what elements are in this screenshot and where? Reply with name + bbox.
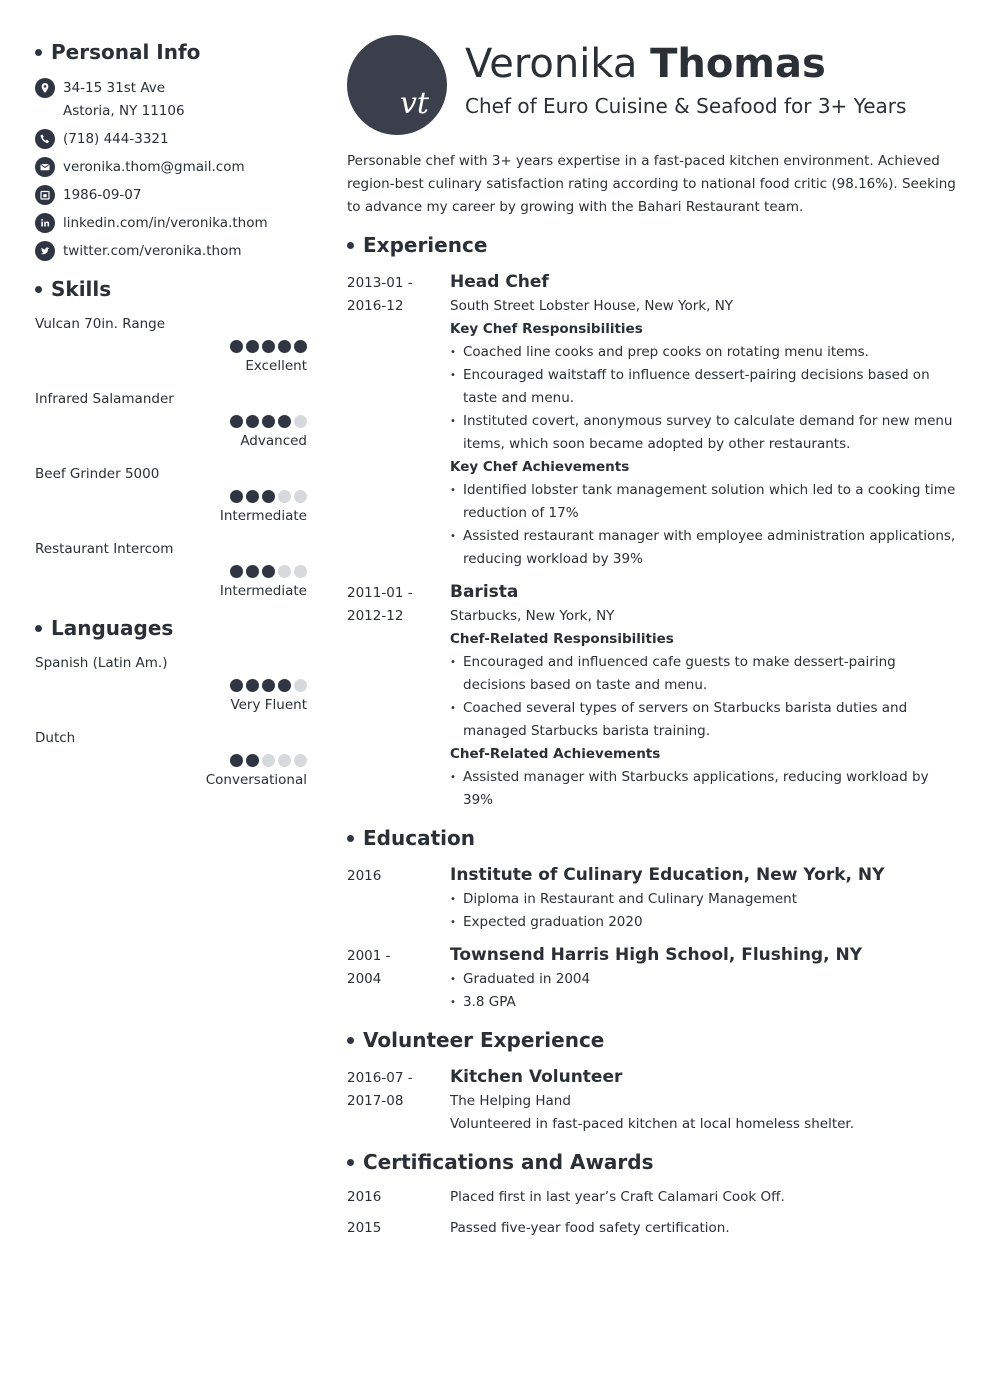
job-entry xyxy=(347,269,959,571)
list-item: • Identified lobster tank management solution which led to a cooking time reduction of 17% xyxy=(450,482,956,521)
address-line1: 34-15 31st Ave xyxy=(63,80,166,96)
job-title: Chef of Euro Cuisine & Seafood for 3+ Years xyxy=(465,94,907,118)
language-name: Spanish (Latin Am.) xyxy=(35,655,168,671)
languages-list xyxy=(35,652,307,791)
location-pin-icon xyxy=(35,78,55,98)
language-item xyxy=(35,652,307,716)
bullet-dot xyxy=(347,835,354,842)
rating-dot-filled xyxy=(246,490,259,503)
rating-dot-filled xyxy=(246,679,259,692)
birthdate xyxy=(35,184,307,207)
skills-list xyxy=(35,313,307,602)
school-name: Townsend Harris High School, Flushing, NY xyxy=(450,945,863,965)
job-company: Starbucks, New York, NY xyxy=(450,608,615,624)
skill-item xyxy=(35,463,307,527)
volunteer-dates: 2016-07 - 2017-08 xyxy=(347,1070,413,1109)
responsibilities-heading: Chef-Related Responsibilities xyxy=(450,631,674,647)
bullet-dot xyxy=(347,1037,354,1044)
rating-dot-filled xyxy=(278,679,291,692)
rating-dot-filled xyxy=(246,415,259,428)
skill-name: Vulcan 70in. Range xyxy=(35,316,166,332)
resume-header xyxy=(347,35,959,135)
skill-item xyxy=(35,313,307,377)
list-item: • Encouraged waitstaff to influence dessert-pairing decisions based on taste and menu. xyxy=(450,367,930,406)
rating-dot-filled xyxy=(230,679,243,692)
rating-dot-filled xyxy=(246,565,259,578)
rating-dot-empty xyxy=(294,679,307,692)
rating-dot-empty xyxy=(278,565,291,578)
birthdate-value: 1986-09-07 xyxy=(63,187,142,203)
rating-dot-filled xyxy=(262,565,275,578)
email-address[interactable]: veronika.thom@gmail.com xyxy=(63,159,245,175)
phone-number[interactable]: (718) 444-3321 xyxy=(63,131,169,147)
job-entry xyxy=(347,579,959,812)
job-title: Barista xyxy=(450,582,519,602)
language-rating xyxy=(35,679,307,692)
address-line2: Astoria, NY 11106 xyxy=(63,103,185,119)
skill-level: Excellent xyxy=(245,358,307,374)
languages-heading: Languages xyxy=(35,614,307,642)
achievements-heading: Key Chef Achievements xyxy=(450,459,630,475)
rating-dot-empty xyxy=(294,565,307,578)
skill-name: Beef Grinder 5000 xyxy=(35,466,160,482)
twitter xyxy=(35,240,307,263)
achievements-heading: Chef-Related Achievements xyxy=(450,746,661,762)
skill-item xyxy=(35,538,307,602)
bullet-dot xyxy=(35,49,42,56)
skill-name: Restaurant Intercom xyxy=(35,541,174,557)
bullet-dot xyxy=(35,286,42,293)
rating-dot-filled xyxy=(262,415,275,428)
list-item: • Expected graduation 2020 xyxy=(450,914,643,930)
volunteer-org: The Helping Hand xyxy=(450,1093,571,1109)
linkedin xyxy=(35,212,307,235)
job-company: South Street Lobster House, New York, NY xyxy=(450,298,734,314)
bullet-dot xyxy=(35,625,42,632)
list-item: • Graduated in 2004 xyxy=(450,971,591,987)
contact-list xyxy=(35,77,307,263)
list-item: • Encouraged and influenced cafe guests to make dessert-pairing decisions based on taste and menu. xyxy=(450,654,896,693)
rating-dot-filled xyxy=(262,679,275,692)
list-item: • Diploma in Restaurant and Culinary Management xyxy=(450,891,797,907)
rating-dot-empty xyxy=(262,754,275,767)
twitter-url[interactable]: twitter.com/veronika.thom xyxy=(63,243,242,259)
rating-dot-filled xyxy=(262,340,275,353)
list-item: • Coached line cooks and prep cooks on rotating menu items. xyxy=(450,344,869,360)
name-block xyxy=(465,39,906,121)
full-name xyxy=(465,39,906,89)
certifications-section xyxy=(347,1148,959,1240)
education-dates: 2001 - 2004 xyxy=(347,948,391,987)
job-dates: 2011-01 - 2012-12 xyxy=(347,585,413,624)
rating-dot-filled xyxy=(230,565,243,578)
skill-rating xyxy=(35,340,307,353)
job-dates: 2013-01 - 2016-12 xyxy=(347,275,413,314)
rating-dot-empty xyxy=(294,490,307,503)
certification-year: 2016 xyxy=(347,1189,382,1205)
first-name: Veronika xyxy=(465,41,638,87)
rating-dot-empty xyxy=(278,754,291,767)
list-item: • Instituted covert, anonymous survey to calculate demand for new menu items, which soon became adopted by other restaurants. xyxy=(450,413,953,452)
monogram-initials: vt xyxy=(399,86,429,121)
education-entry xyxy=(347,942,959,1014)
skill-rating xyxy=(35,415,307,428)
certification-item xyxy=(347,1186,959,1209)
monogram-avatar xyxy=(347,35,447,135)
school-name: Institute of Culinary Education, New York, NY xyxy=(450,865,885,885)
rating-dot-empty xyxy=(294,415,307,428)
address xyxy=(35,77,307,123)
languages-section xyxy=(35,614,307,791)
volunteer-entry xyxy=(347,1064,959,1136)
right-column xyxy=(347,35,959,1248)
skill-level: Intermediate xyxy=(219,583,307,599)
education-dates: 2016 xyxy=(347,868,382,884)
education-section xyxy=(347,824,959,1014)
summary: Personable chef with 3+ years expertise in a fast-paced kitchen environment. Achieved region-best culinary satisfaction rating according to national food critic (98.16%). Seeking to advance my career by growing with the Bahari Restaurant team. xyxy=(347,153,956,215)
experience-heading: Experience xyxy=(347,231,959,259)
skill-level: Advanced xyxy=(240,433,307,449)
volunteer-heading: Volunteer Experience xyxy=(347,1026,959,1054)
rating-dot-empty xyxy=(294,754,307,767)
language-item xyxy=(35,727,307,791)
personal-info-heading: Personal Info xyxy=(35,38,307,66)
language-level: Conversational xyxy=(205,772,307,788)
certification-text: Placed first in last year’s Craft Calamari Cook Off. xyxy=(450,1189,785,1205)
education-entry xyxy=(347,862,959,934)
volunteer-section xyxy=(347,1026,959,1136)
volunteer-title: Kitchen Volunteer xyxy=(450,1067,623,1087)
rating-dot-filled xyxy=(246,754,259,767)
rating-dot-filled xyxy=(294,340,307,353)
phone xyxy=(35,128,307,151)
bullet-dot xyxy=(347,1159,354,1166)
rating-dot-filled xyxy=(230,754,243,767)
language-rating xyxy=(35,754,307,767)
bullet-dot xyxy=(347,242,354,249)
list-item: • 3.8 GPA xyxy=(450,994,516,1010)
education-heading: Education xyxy=(347,824,959,852)
twitter-icon xyxy=(35,241,55,261)
rating-dot-filled xyxy=(262,490,275,503)
language-level: Very Fluent xyxy=(230,697,307,713)
skills-heading: Skills xyxy=(35,275,307,303)
rating-dot-filled xyxy=(230,490,243,503)
skills-section xyxy=(35,275,307,602)
responsibilities-heading: Key Chef Responsibilities xyxy=(450,321,643,337)
volunteer-description: Volunteered in fast-paced kitchen at local homeless shelter. xyxy=(450,1116,855,1132)
calendar-icon xyxy=(35,185,55,205)
skill-item xyxy=(35,388,307,452)
list-item: • Coached several types of servers on Starbucks barista duties and managed Starbucks barista training. xyxy=(450,700,908,739)
skill-rating xyxy=(35,565,307,578)
rating-dot-filled xyxy=(230,340,243,353)
last-name: Thomas xyxy=(650,41,826,87)
certifications-heading: Certifications and Awards xyxy=(347,1148,959,1176)
list-item: • Assisted manager with Starbucks applications, reducing workload by 39% xyxy=(450,769,929,808)
certification-year: 2015 xyxy=(347,1220,382,1236)
rating-dot-filled xyxy=(246,340,259,353)
email-icon xyxy=(35,157,55,177)
skill-level: Intermediate xyxy=(219,508,307,524)
email xyxy=(35,156,307,179)
experience-section xyxy=(347,231,959,812)
certification-text: Passed five-year food safety certification. xyxy=(450,1220,730,1236)
linkedin-url[interactable]: linkedin.com/in/veronika.thom xyxy=(63,215,268,231)
certification-item xyxy=(347,1217,959,1240)
rating-dot-filled xyxy=(230,415,243,428)
job-title: Head Chef xyxy=(450,272,549,292)
skill-rating xyxy=(35,490,307,503)
rating-dot-filled xyxy=(278,340,291,353)
linkedin-icon xyxy=(35,213,55,233)
skill-name: Infrared Salamander xyxy=(35,391,174,407)
rating-dot-empty xyxy=(278,490,291,503)
language-name: Dutch xyxy=(35,730,76,746)
phone-icon xyxy=(35,129,55,149)
left-column xyxy=(35,38,307,802)
rating-dot-filled xyxy=(278,415,291,428)
list-item: • Assisted restaurant manager with employee administration applications, reducing workload by 39% xyxy=(450,528,956,567)
